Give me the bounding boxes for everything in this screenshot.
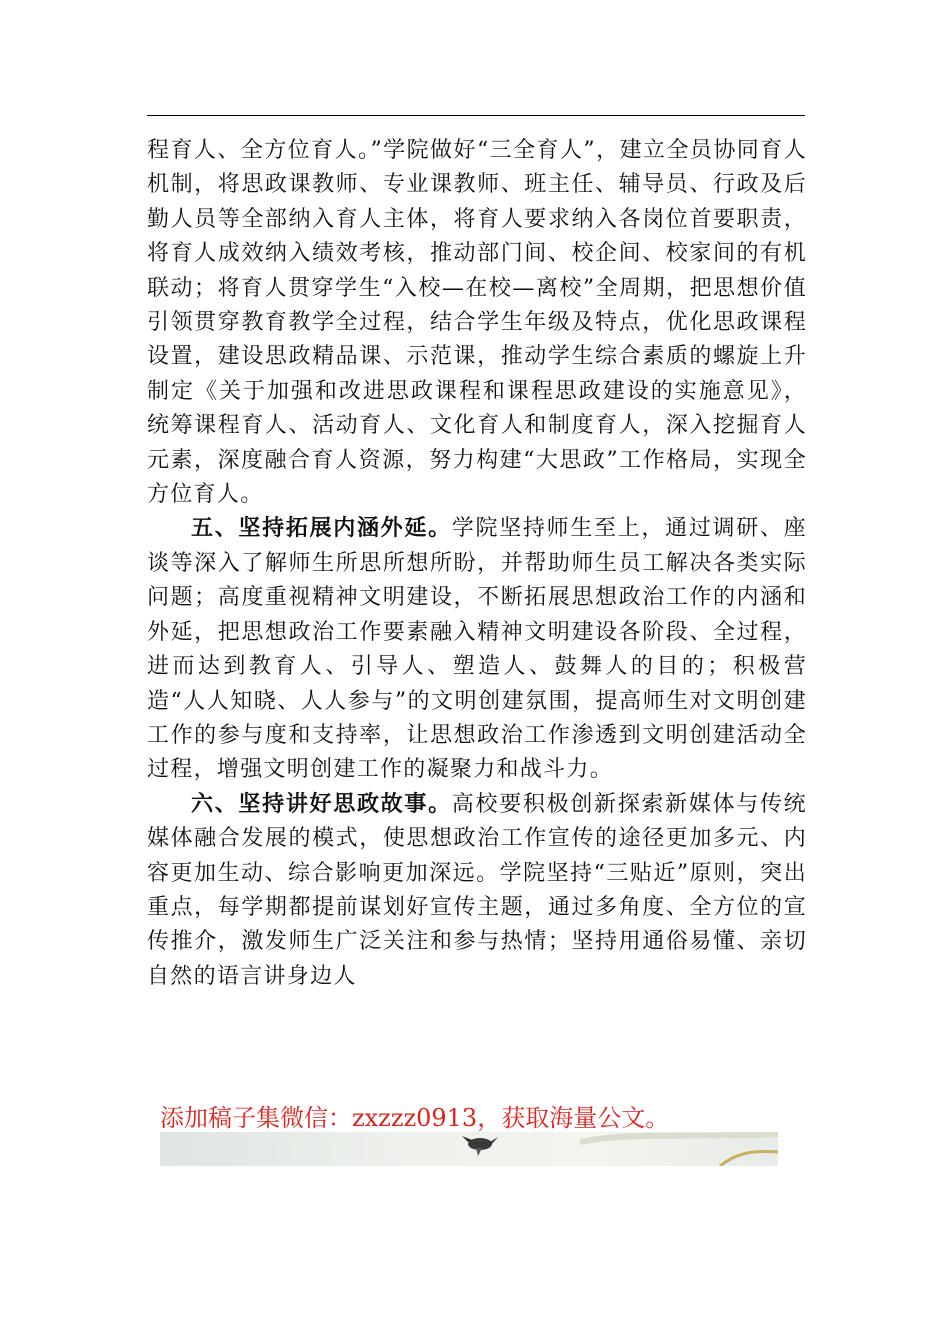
footer-ad-text: 添加稿子集微信：zxzzz0913，获取海量公文。 (160, 1104, 670, 1132)
document-body (147, 134, 807, 994)
bird-icon (460, 1132, 500, 1158)
section-heading-five: 五、坚持拓展内涵外延。 (191, 516, 452, 542)
paragraph-text: 学院坚持师生至上，通过调研、座谈等深入了解师生所思所想所盼，并帮助师生员工解决各类实际问题；高度重视精神文明建设，不断拓展思想政治工作的内涵和外延，把思想政治工作要素融入精神文明建设各阶段、全过程，进而达到教育人、引导人、塑造人、鼓舞人的目的；积极营造“人人知晓、人人参与”的文明创建氛围，提高师生对文明创建工作的参与度和支持率，让思想政治工作渗透到文明创建活动全过程，增强文明创建工作的凝聚力和战斗力。 (147, 516, 807, 783)
paragraph-text: 高校要积极创新探索新媒体与传统媒体融合发展的模式，使思想政治工作宣传的途径更加多元、内容更加生动、综合影响更加深远。学院坚持“三贴近”原则，突出重点，每学期都提前谋划好宣传主题，通过多角度、全方位的宣传推介，激发师生广泛关注和参与热情；坚持用通俗易懂、亲切自然的语言讲身边人 (147, 791, 807, 989)
section-heading-six: 六、坚持讲好思政故事。 (191, 791, 452, 817)
paragraph-text: 程育人、全方位育人。”学院做好“三全育人”，建立全员协同育人机制，将思政课教师、专业课教师、班主任、辅导员、行政及后勤人员等全部纳入育人主体，将育人要求纳入各岗位首要职责，将育人成效纳入绩效考核，推动部门间、校企间、校家间的有机联动；将育人贯穿学生“入校—在校—离校”全周期，把思想价值引领贯穿教育教学全过程，结合学生年级及特点，优化思政课程设置，建设思政精品课、示范课，推动学生综合素质的螺旋上升制定《关于加强和改进思政课程和课程思政建设的实施意见》，统筹课程育人、活动育人、文化育人和制度育人，深入挖掘育人元素，深度融合育人资源，努力构建“大思政”工作格局，实现全方位育人。 (147, 138, 807, 508)
header-rule (147, 115, 805, 116)
paragraph-five (147, 512, 807, 787)
paragraph-continuation (147, 134, 807, 512)
footer-banner-image (160, 1132, 778, 1166)
paragraph-six (147, 788, 807, 994)
